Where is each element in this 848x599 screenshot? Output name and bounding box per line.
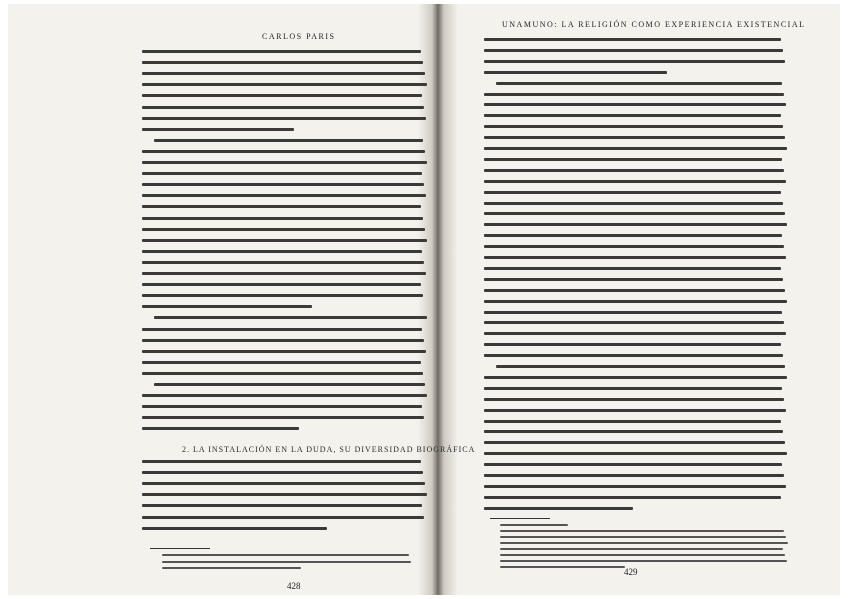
- text-line: [142, 305, 312, 308]
- text-line: [142, 471, 423, 474]
- text-line: [496, 365, 785, 368]
- text-line: [154, 383, 425, 386]
- right-body-text: [484, 38, 784, 516]
- text-line: [142, 272, 426, 275]
- text-line: [484, 496, 781, 499]
- text-line: [142, 416, 424, 419]
- text-line: [484, 354, 783, 357]
- text-line: [484, 463, 782, 466]
- text-line: [484, 387, 782, 390]
- text-line: [484, 38, 781, 41]
- text-line: [500, 566, 625, 568]
- text-line: [500, 560, 787, 562]
- text-line: [142, 516, 424, 519]
- text-line: [142, 83, 427, 86]
- text-line: [154, 139, 423, 142]
- text-line: [484, 191, 781, 194]
- text-line: [142, 361, 421, 364]
- text-line: [500, 530, 784, 532]
- text-line: [142, 405, 422, 408]
- text-line: [484, 452, 787, 455]
- text-line: [484, 311, 782, 314]
- text-line: [484, 420, 781, 423]
- text-line: [484, 212, 785, 215]
- text-line: [162, 567, 301, 569]
- text-line: [142, 50, 421, 53]
- text-line: [142, 172, 422, 175]
- text-line: [142, 239, 427, 242]
- right-page-number: 429: [624, 567, 638, 577]
- text-line: [484, 125, 783, 128]
- text-line: [142, 117, 426, 120]
- text-line: [142, 294, 423, 297]
- text-line: [500, 536, 786, 538]
- right-running-head: UNAMUNO: LA RELIGIÓN COMO EXPERIENCIA EXISTENCIAL: [502, 20, 806, 29]
- text-line: [142, 94, 422, 97]
- left-running-head: CARLOS PARIS: [262, 32, 336, 41]
- text-line: [500, 542, 788, 544]
- left-body-text-2: [142, 460, 424, 540]
- left-footnote-rule: [150, 548, 210, 549]
- text-line: [142, 504, 422, 507]
- text-line: [142, 250, 422, 253]
- text-line: [484, 114, 781, 117]
- book-gutter: [418, 4, 458, 595]
- text-line: [142, 427, 299, 430]
- text-line: [142, 205, 421, 208]
- text-line: [484, 202, 783, 205]
- text-line: [142, 460, 421, 463]
- text-line: [142, 128, 294, 131]
- text-line: [484, 343, 781, 346]
- text-line: [484, 71, 667, 74]
- text-line: [484, 409, 786, 412]
- text-line: [484, 267, 781, 270]
- text-line: [142, 183, 424, 186]
- text-line: [484, 136, 785, 139]
- text-line: [142, 283, 421, 286]
- text-line: [142, 482, 425, 485]
- text-line: [484, 147, 787, 150]
- left-page-number: 428: [287, 581, 301, 591]
- text-line: [500, 548, 783, 550]
- text-line: [484, 158, 782, 161]
- text-line: [154, 316, 427, 319]
- text-line: [142, 372, 423, 375]
- right-footnote-rule: [490, 518, 550, 519]
- text-line: [142, 339, 424, 342]
- text-line: [484, 441, 785, 444]
- text-line: [500, 524, 568, 526]
- text-line: [484, 103, 786, 106]
- section-heading: 2. LA INSTALACIÓN EN LA DUDA, SU DIVERSIDAD BIOGRÁFICA: [182, 445, 476, 454]
- text-line: [484, 398, 784, 401]
- text-line: [484, 169, 784, 172]
- text-line: [484, 256, 786, 259]
- text-line: [496, 82, 782, 85]
- text-line: [484, 507, 633, 510]
- text-line: [484, 93, 784, 96]
- text-line: [142, 194, 426, 197]
- text-line: [484, 223, 787, 226]
- text-line: [500, 554, 785, 556]
- text-line: [142, 493, 427, 496]
- text-line: [142, 72, 425, 75]
- left-footnotes: [162, 554, 412, 574]
- text-line: [142, 106, 424, 109]
- text-line: [484, 60, 785, 63]
- left-body-text: [142, 50, 424, 440]
- text-line: [142, 261, 424, 264]
- text-line: [142, 328, 422, 331]
- text-line: [484, 180, 786, 183]
- text-line: [484, 234, 782, 237]
- text-line: [142, 228, 425, 231]
- right-footnotes: [500, 524, 785, 572]
- text-line: [484, 278, 783, 281]
- text-line: [142, 61, 423, 64]
- text-line: [484, 376, 787, 379]
- text-line: [142, 350, 426, 353]
- text-line: [162, 554, 409, 556]
- text-line: [484, 321, 784, 324]
- text-line: [142, 394, 427, 397]
- text-line: [142, 217, 423, 220]
- text-line: [142, 150, 425, 153]
- text-line: [484, 430, 783, 433]
- text-line: [484, 289, 785, 292]
- text-line: [162, 561, 411, 563]
- text-line: [484, 474, 784, 477]
- text-line: [484, 245, 784, 248]
- text-line: [484, 49, 783, 52]
- text-line: [142, 161, 427, 164]
- text-line: [484, 300, 787, 303]
- text-line: [142, 527, 327, 530]
- text-line: [484, 485, 786, 488]
- text-line: [484, 332, 786, 335]
